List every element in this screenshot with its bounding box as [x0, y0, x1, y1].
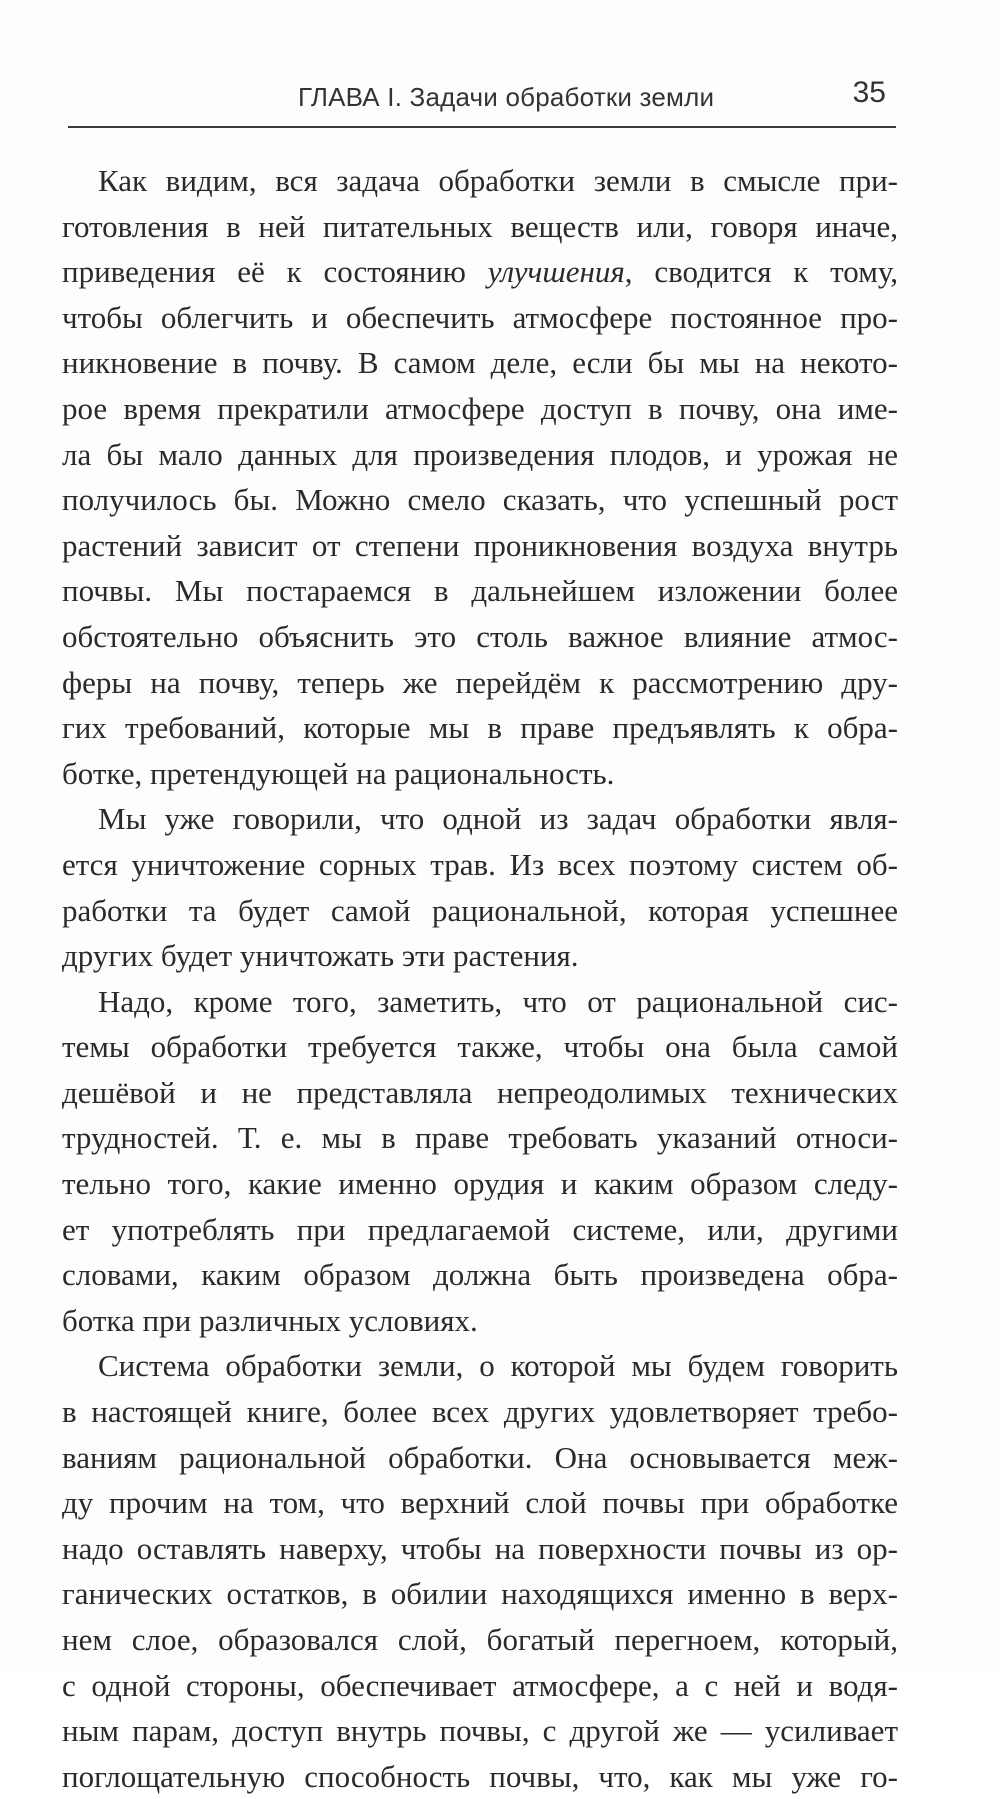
- text-line: ботке, претендующей на рациональность.: [62, 755, 615, 791]
- text-line: поглощательную способность почвы, что, как мы уже го-: [62, 1758, 898, 1794]
- text-line: чтобы облегчить и обеспечить атмосфере постоянное про-: [62, 299, 898, 335]
- text-line: работки та будет самой рациональной, которая успешнее: [62, 892, 898, 928]
- text-line: ным парам, доступ внутрь почвы, с другой же — усиливает: [62, 1713, 898, 1749]
- text-line: получилось бы. Можно смело сказать, что успешный рост: [62, 482, 898, 518]
- text-line: ду прочим на том, что верхний слой почвы при обработке: [62, 1485, 898, 1521]
- text-line: феры на почву, теперь же перейдём к рассмотрению дру-: [62, 664, 898, 700]
- text-line: темы обработки требуется также, чтобы она была самой: [62, 1029, 898, 1065]
- paragraph-4: [62, 1343, 898, 1799]
- page-number: 35: [852, 76, 886, 109]
- text-line: никновение в почву. В самом деле, если бы мы на некото-: [62, 345, 898, 381]
- text-line: ботка при различных условиях.: [62, 1302, 478, 1338]
- paragraph-1: [62, 158, 898, 796]
- text-line: растений зависит от степени проникновения воздуха внутрь: [62, 527, 898, 563]
- text-line: нем слое, образовался слой, богатый перегноем, который,: [62, 1622, 898, 1657]
- running-header: [68, 76, 896, 128]
- text-span: , сводится к тому,: [624, 254, 898, 290]
- text-line: Система обработки земли, о которой мы будем говорить: [98, 1348, 898, 1384]
- text-line: в настоящей книге, более всех других удовлетворяет требо-: [62, 1394, 898, 1430]
- text-line: Мы уже говорили, что одной из задач обработки явля-: [98, 801, 898, 837]
- text-line: Как видим, вся задача обработки земли в смысле при-: [98, 163, 898, 198]
- text-line: ет употреблять при предлагаемой системе, или, другими: [62, 1211, 898, 1247]
- emphasized-word: улучшения: [487, 254, 625, 290]
- text-line: тельно того, какие именно орудия и каким образом следу-: [62, 1166, 898, 1202]
- text-line: ется уничтожение сорных трав. Из всех поэтому систем об-: [62, 846, 898, 882]
- text-line: словами, каким образом должна быть произведена обра-: [62, 1257, 898, 1293]
- text-line: дешёвой и не представляла непреодолимых технических: [62, 1074, 898, 1110]
- text-line: ваниям рациональной обработки. Она основывается меж-: [62, 1439, 898, 1475]
- text-line: надо оставлять наверху, чтобы на поверхности почвы из ор-: [62, 1530, 898, 1566]
- text-span: приведения её к состоянию: [62, 254, 488, 290]
- body-text: [62, 158, 898, 1799]
- text-line: Надо, кроме того, заметить, что от рациональной сис-: [98, 983, 898, 1019]
- chapter-title: ГЛАВА I. Задачи обработки земли: [298, 82, 715, 112]
- text-line: ла бы мало данных для произведения плодов, и урожая не: [62, 436, 898, 472]
- text-line: других будет уничтожать эти растения.: [62, 938, 579, 974]
- text-line: ганических остатков, в обилии находящихся именно в верх-: [62, 1576, 898, 1612]
- text-line: гих требований, которые мы в праве предъявлять к обра-: [62, 710, 898, 746]
- text-line: готовления в ней питательных веществ или, говоря иначе,: [62, 208, 898, 244]
- text-line: почвы. Мы постараемся в дальнейшем изложении более: [62, 573, 898, 609]
- paragraph-3: [62, 979, 898, 1344]
- text-line: с одной стороны, обеспечивает атмосфере, а с ней и водя-: [62, 1667, 898, 1703]
- text-line: обстоятельно объяснить это столь важное влияние атмос-: [62, 618, 898, 654]
- text-line: рое время прекратили атмосфере доступ в почву, она име-: [62, 390, 898, 426]
- text-line: [62, 249, 898, 295]
- text-line: трудностей. Т. е. мы в праве требовать указаний относи-: [62, 1120, 898, 1156]
- paragraph-2: [62, 796, 898, 978]
